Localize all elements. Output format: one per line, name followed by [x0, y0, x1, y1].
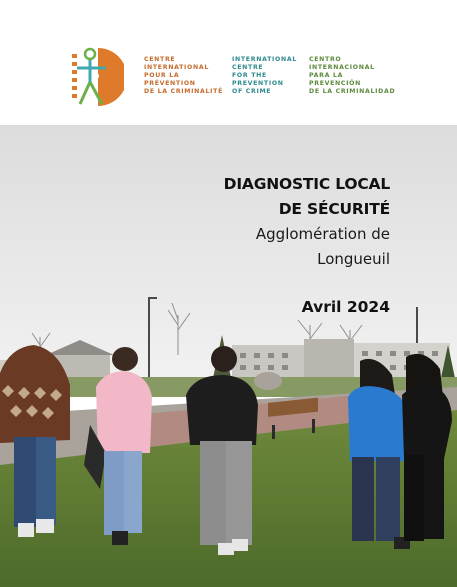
cover-header	[0, 0, 457, 125]
org-es-line: PREVENCIÓN	[309, 80, 362, 88]
org-fr-line: POUR LA	[144, 72, 180, 80]
document-title-line: DE SÉCURITÉ	[278, 200, 390, 218]
org-fr-line: CENTRE	[144, 56, 176, 63]
org-es-line: DE LA CRIMINALIDAD	[309, 88, 396, 96]
document-subtitle-line: Longueuil	[317, 250, 390, 268]
org-fr-line: INTERNATIONAL	[144, 64, 209, 72]
org-en-line: OF CRIME	[232, 88, 272, 96]
publication-date: Avril 2024	[301, 298, 390, 316]
org-en-line: INTERNATIONAL	[232, 56, 297, 63]
org-en-line: CENTRE	[232, 64, 264, 72]
org-name-english	[232, 56, 297, 96]
org-es-line: INTERNACIONAL	[309, 64, 375, 72]
org-es-line: CENTRO	[309, 56, 342, 63]
org-fr-line: DE LA CRIMINALITÉ	[144, 88, 224, 96]
org-en-line: PREVENTION	[232, 80, 284, 88]
org-name-french	[144, 56, 223, 96]
icpc-logo-icon	[72, 46, 124, 108]
org-name-spanish	[309, 56, 395, 96]
document-subtitle-line: Agglomération de	[255, 225, 390, 243]
org-es-line: PARA LA	[309, 72, 344, 80]
org-fr-line: PRÉVENTION	[144, 80, 196, 88]
cover-title-block	[224, 172, 390, 272]
document-title-line: DIAGNOSTIC LOCAL	[223, 175, 390, 193]
org-en-line: FOR THE	[232, 72, 267, 80]
